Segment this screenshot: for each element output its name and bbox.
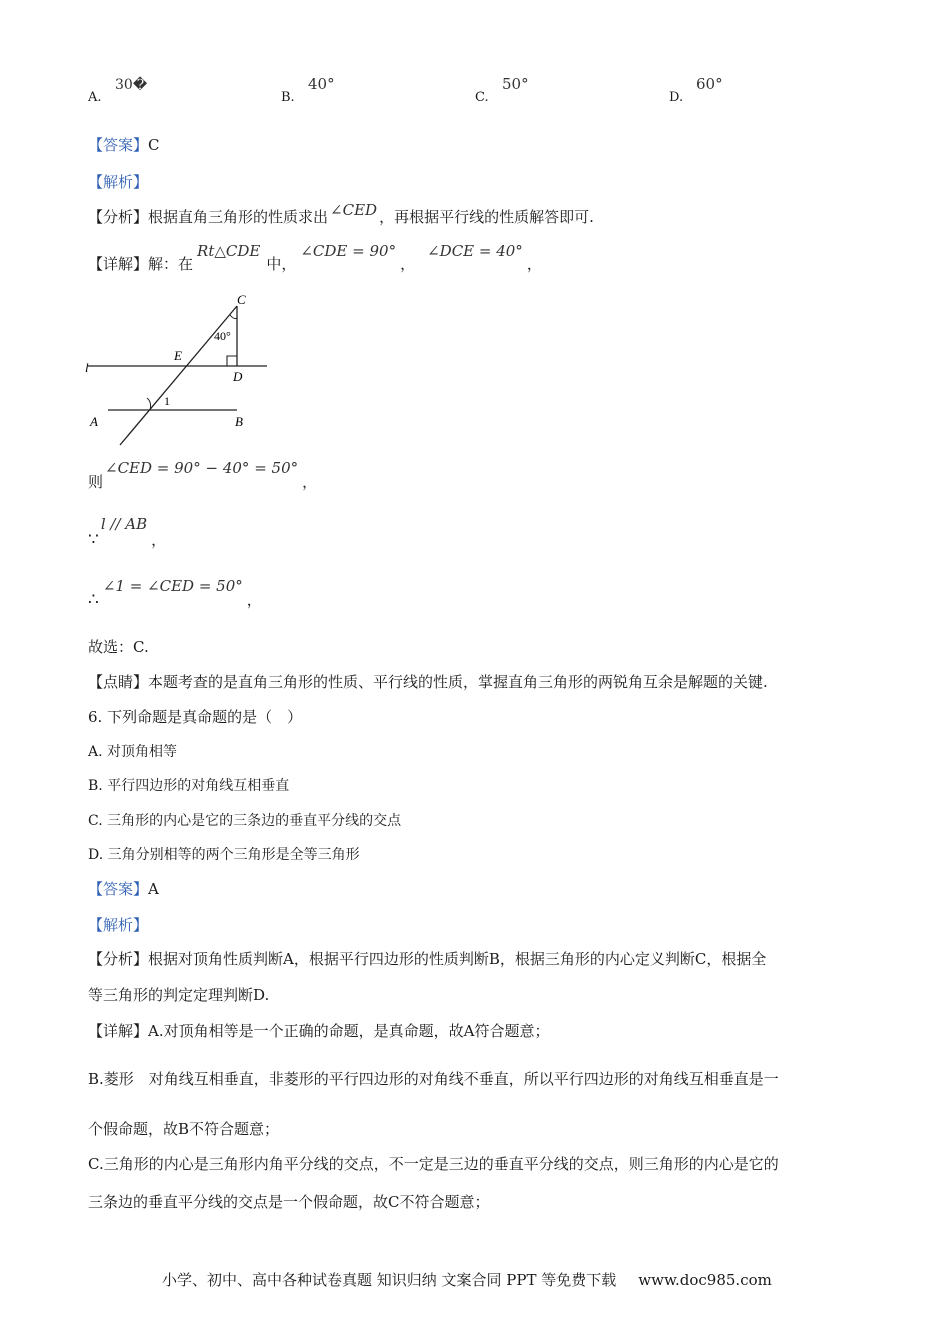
q6-stem: 6. 下列命题是真命题的是（ ） — [88, 708, 303, 726]
fenxi-text-b: ，再根据平行线的性质解答即可. — [379, 208, 594, 226]
q6-detail-b1: B.菱形 对角线互相垂直，非菱形的平行四边形的对角线不垂直，所以平行四边形的对角线互相垂直是一 — [88, 1070, 779, 1088]
fenxi-tag: 【分析】 — [88, 208, 149, 226]
q6-answer-value: A — [148, 880, 159, 898]
footer-url[interactable]: www.doc985.com — [638, 1271, 772, 1289]
angle-arc-1 — [147, 398, 151, 410]
q6-detail-b2: 个假命题，故B不符合题意； — [88, 1120, 280, 1138]
option-b-letter: B. — [281, 90, 295, 105]
detail-math-triangle: Rt△CDE — [197, 242, 261, 260]
q5-answer — [88, 135, 160, 155]
step-2 — [88, 515, 167, 550]
fenxi-math: ∠CED — [330, 201, 378, 219]
q5-dianjing — [88, 672, 768, 692]
q6-answer — [88, 879, 159, 899]
detail-text-d: ， — [526, 255, 542, 273]
dianjing-tag: 【点睛】 — [88, 673, 149, 691]
label-a: A — [90, 414, 98, 429]
label-d: D — [233, 369, 243, 384]
q6-detail-tag: 【详解】 — [88, 1022, 149, 1040]
label-angle: 40° — [214, 329, 231, 343]
label-e: E — [174, 348, 182, 363]
label-1: 1 — [164, 394, 170, 408]
step1-math: ∠CED = 90° − 40° = 50° — [105, 459, 299, 477]
option-a-letter: A. — [88, 90, 102, 105]
option-b-value: 40° — [308, 75, 335, 93]
q6-fenxi-line1: 根据对顶角性质判断A，根据平行四边形的性质判断B，根据三角形的内心定义判断C，根据全 — [148, 950, 767, 968]
q6-fenxi-2: 等三角形的判定定理判断D. — [88, 986, 270, 1004]
q6-detail-c1: C.三角形的内心是三角形内角平分线的交点，不一定是三边的垂直平分线的交点，则三角形的内心是它的 — [88, 1155, 779, 1173]
footer — [162, 1269, 772, 1290]
angle-arc-c — [230, 315, 237, 319]
q5-analysis-tag: 【解析】 — [88, 173, 149, 191]
q6-fenxi-1 — [88, 949, 766, 969]
dianjing-text: 本题考查的是直角三角形的性质、平行线的性质，掌握直角三角形的两锐角互余是解题的关键. — [148, 673, 768, 691]
detail-text-b: 中， — [266, 255, 297, 273]
step-1 — [88, 459, 318, 492]
q5-detail — [88, 242, 542, 274]
option-d-value: 60° — [696, 75, 723, 93]
q6-detail-a — [88, 1021, 549, 1041]
detail-tag: 【详解】 — [88, 255, 149, 273]
q6-detail-c2: 三条边的垂直平分线的交点是一个假命题，故C不符合题意； — [88, 1193, 490, 1211]
step-3 — [88, 577, 262, 610]
footer-text: 小学、初中、高中各种试卷真题 知识归纳 文案合同 PPT 等免费下载 — [162, 1271, 617, 1289]
step1-end: ， — [302, 473, 318, 491]
step3-math: ∠1 = ∠CED = 50° — [102, 577, 243, 595]
detail-text-a: 解：在 — [148, 255, 194, 273]
step1-word: 则 — [88, 473, 104, 491]
q6-option-b: B. 平行四边形的对角线互相垂直 — [88, 778, 290, 794]
detail-math-angle-dce: ∠DCE = 40° — [427, 242, 523, 260]
q6-analysis-tag: 【解析】 — [88, 916, 149, 934]
geometry-figure — [80, 290, 280, 450]
right-angle-mark — [227, 356, 237, 366]
step3-end: ， — [246, 591, 262, 609]
answer-value: C — [148, 136, 160, 154]
therefore-symbol: ∴ — [88, 590, 99, 610]
answer-tag: 【答案】 — [88, 136, 149, 154]
q6-option-c: C. 三角形的内心是它的三条边的垂直平分线的交点 — [88, 813, 402, 829]
q5-fenxi — [88, 201, 594, 227]
step2-math: l // AB — [100, 515, 148, 533]
line-ce — [120, 306, 237, 445]
q6-fenxi-tag: 【分析】 — [88, 950, 149, 968]
q6-option-d: D. 三角分别相等的两个三角形是全等三角形 — [88, 847, 360, 863]
option-c-value: 50° — [502, 75, 529, 93]
label-l: l — [85, 360, 89, 375]
fenxi-text-a: 根据直角三角形的性质求出 — [148, 208, 329, 226]
step2-end: ， — [151, 531, 167, 549]
option-d-letter: D. — [669, 90, 684, 105]
option-c-letter: C. — [475, 90, 489, 105]
q6-detail-a-text: A.对顶角相等是一个正确的命题，是真命题，故A符合题意； — [148, 1022, 550, 1040]
because-symbol: ∵ — [88, 530, 99, 550]
q6-answer-tag: 【答案】 — [88, 880, 149, 898]
detail-text-c: ， — [400, 255, 416, 273]
q6-option-a: A. 对顶角相等 — [88, 744, 178, 760]
label-b: B — [235, 414, 243, 429]
detail-math-angle-cde: ∠CDE = 90° — [300, 242, 397, 260]
q5-choose: 故选：C. — [88, 638, 149, 656]
label-c: C — [237, 292, 246, 307]
option-a-value: 30� — [115, 77, 148, 93]
